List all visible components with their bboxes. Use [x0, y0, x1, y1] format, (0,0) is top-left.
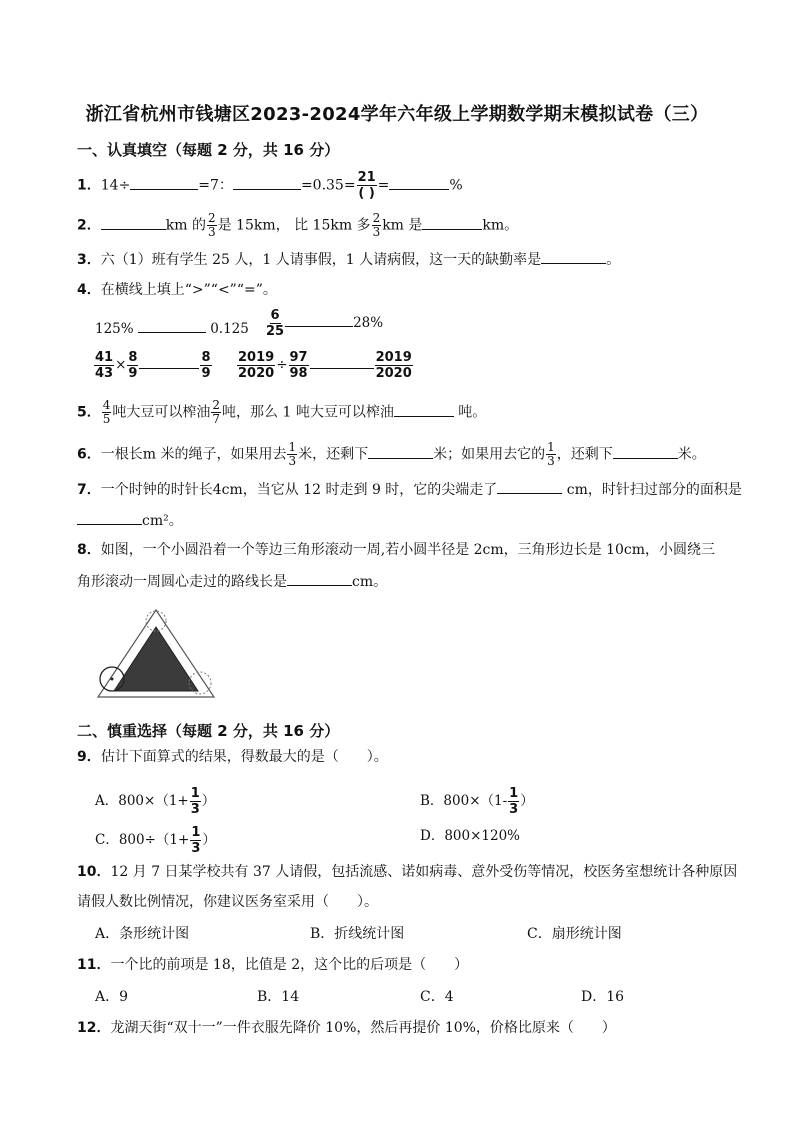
circle-center	[111, 678, 114, 681]
fraction: $\frac{1}{3}$	[190, 786, 200, 817]
fraction: $\frac{1}{3}$	[288, 440, 297, 468]
question-number: 6．	[77, 446, 101, 463]
answer-blank[interactable]	[368, 444, 433, 459]
question-8: 8．如图，一个小圆沿着一个等边三角形滚动一周,若小圆半径是 2cm，三角形边长是 10cm，小圆绕三	[77, 542, 716, 558]
question-number: 10．	[77, 864, 111, 880]
question-number: 9．	[77, 749, 101, 765]
answer-blank[interactable]	[101, 215, 166, 230]
answer-blank[interactable]	[77, 510, 142, 525]
question-number: 4．	[77, 282, 101, 298]
fraction: $\frac{1}{3}$	[191, 825, 201, 856]
question-number: 11．	[77, 957, 111, 973]
option-d[interactable]: D．16	[581, 989, 625, 1005]
question-10-cont: 请假人数比例情况，你建议医务室采用（ ）。	[77, 894, 378, 910]
compare-d: $\frac{2019}{2020}$ ÷ $\frac{97}{98}$ $\frac{2019}{2020}$	[238, 350, 412, 381]
answer-blank[interactable]	[422, 215, 482, 230]
question-6: 6．一根长m 米的绳子，如果用去 $\frac{1}{3}$ 米，还剩下 米；如果用去它的 $\frac{1}{3}$ ，还剩下 米。	[77, 440, 706, 468]
question-number: 3．	[77, 252, 101, 268]
fraction: $\frac{6}{25}$	[266, 308, 285, 339]
fraction: $\frac{2019}{2020}$	[238, 350, 275, 381]
option-a[interactable]: A．条形统计图	[95, 926, 190, 942]
fraction: $\frac{2}{3}$	[372, 211, 381, 239]
section-2-heading: 二、慎重选择（每题 2 分，共 16 分）	[77, 722, 340, 740]
question-3: 3．六（1）班有学生 25 人，1 人请事假，1 人请病假，这一天的缺勤率是 。	[77, 249, 620, 269]
compare-c: $\frac{41}{43}$ × $\frac{8}{9}$ $\frac{8}{9}$	[95, 350, 211, 381]
question-7: 7．一个时钟的时针长4cm，当它从 12 时走到 9 时，它的尖端走了 cm，时针扫过部分的面积是	[77, 479, 742, 499]
compare-b: $\frac{6}{25}$ 28%	[266, 308, 384, 339]
fraction: $\frac{2019}{2020}$	[375, 350, 412, 381]
option-b[interactable]: B．14	[257, 989, 300, 1005]
question-4: 4．在横线上填上“>”“<”“=”。	[77, 282, 277, 298]
answer-blank[interactable]	[497, 479, 562, 494]
answer-blank[interactable]	[139, 354, 199, 369]
option-c[interactable]: C．4	[420, 989, 454, 1005]
question-7-cont: cm²。	[77, 510, 183, 530]
question-number: 1．	[77, 177, 101, 194]
question-number: 7．	[77, 482, 101, 498]
triangle-rolling-circle-figure	[96, 605, 218, 705]
fraction: $\frac{8}{9}$	[201, 350, 211, 381]
option-b[interactable]: B．800×（1- $\frac{1}{3}$ ）	[420, 786, 534, 817]
answer-blank[interactable]	[394, 402, 454, 417]
question-5: 5． $\frac{4}{5}$ 吨大豆可以榨油 $\frac{2}{7}$ 吨，那么 1 吨大豆可以榨油 吨。	[77, 398, 487, 426]
answer-blank[interactable]	[541, 249, 606, 264]
answer-blank[interactable]	[389, 175, 449, 190]
question-1: 1．14÷ =7： =0.35= $\frac{21}{( )}$ = %	[77, 170, 463, 201]
question-number: 12．	[77, 1020, 111, 1036]
option-c[interactable]: C．扇形统计图	[527, 926, 622, 942]
option-d[interactable]: D．800×120%	[420, 828, 520, 844]
fraction: $\frac{2}{3}$	[207, 211, 216, 239]
question-number: 8．	[77, 542, 101, 558]
answer-blank[interactable]	[613, 444, 678, 459]
compare-a: 125% 0.125	[95, 318, 249, 338]
option-b[interactable]: B．折线统计图	[310, 926, 405, 942]
question-8-cont: 角形滚动一周圆心走过的路线长是 cm。	[77, 571, 387, 591]
answer-blank[interactable]	[310, 354, 374, 369]
option-c[interactable]: C．800÷（1+ $\frac{1}{3}$ ）	[95, 825, 216, 856]
option-a[interactable]: A．800×（1+ $\frac{1}{3}$ ）	[95, 786, 216, 817]
fraction: $\frac{41}{43}$	[95, 350, 114, 381]
question-2: 2． km 的 $\frac{2}{3}$ 是 15km， 比 15km 多 $\frac{2}{3}$ km 是 km。	[77, 211, 519, 239]
answer-blank[interactable]	[287, 571, 352, 586]
question-9: 9．估计下面算式的结果，得数最大的是（ ）。	[77, 749, 388, 765]
fraction: $\frac{21}{( )}$	[357, 170, 376, 201]
page-title: 浙江省杭州市钱塘区2023-2024学年六年级上学期数学期末模拟试卷（三）	[85, 104, 709, 125]
question-number: 2．	[77, 217, 101, 234]
question-12: 12．龙湖天街“双十一”一件衣服先降价 10%，然后再提价 10%，价格比原来（ ）	[77, 1020, 616, 1036]
answer-blank[interactable]	[130, 175, 198, 190]
option-a[interactable]: A．9	[95, 989, 129, 1005]
question-11: 11．一个比的前项是 18，比值是 2，这个比的后项是（ ）	[77, 957, 469, 973]
fraction: $\frac{2}{7}$	[212, 398, 221, 426]
answer-blank[interactable]	[285, 312, 353, 327]
fraction: $\frac{1}{3}$	[509, 786, 519, 817]
section-1-heading: 一、认真填空（每题 2 分，共 16 分）	[77, 141, 340, 159]
fraction: $\frac{97}{98}$	[289, 350, 308, 381]
answer-blank[interactable]	[138, 318, 206, 333]
fraction: $\frac{8}{9}$	[128, 350, 138, 381]
answer-blank[interactable]	[233, 175, 301, 190]
question-number: 5．	[77, 404, 101, 421]
fraction: $\frac{1}{3}$	[547, 440, 555, 468]
fraction: $\frac{4}{5}$	[102, 398, 111, 426]
question-10: 10．12 月 7 日某学校共有 37 人请假，包括流感、诺如病毒、意外受伤等情况，校医务室想统计各种原因	[77, 864, 738, 880]
